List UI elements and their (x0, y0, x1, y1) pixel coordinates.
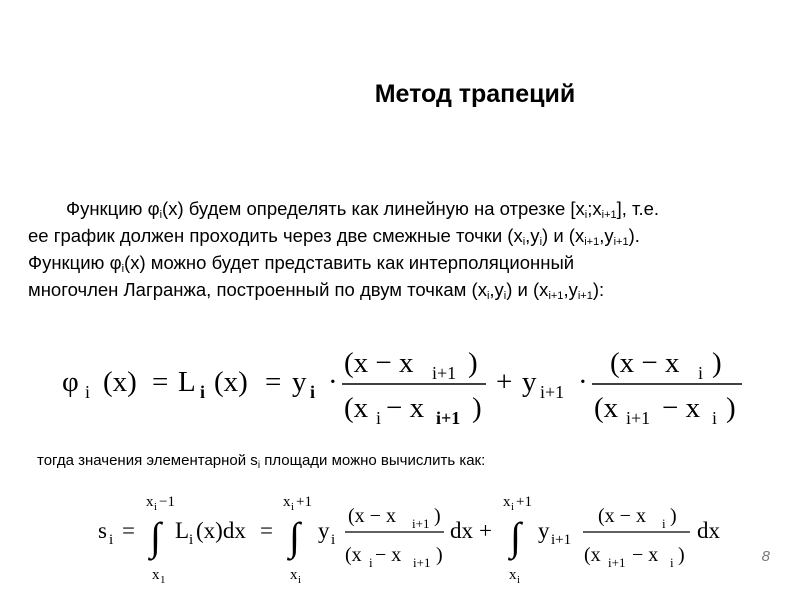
y-symbol-1-subscript: i (331, 532, 336, 548)
int-2-lower-sub: i (298, 574, 302, 586)
integral-sign-3: ∫ (510, 514, 521, 559)
int-fraction-1-den-sub-a: i (369, 555, 373, 570)
lagrange-formula (62, 347, 742, 428)
fraction-2-den-open: (x (594, 392, 619, 424)
y-term-1-subscript: i (310, 382, 316, 402)
y-symbol-1: y (318, 518, 330, 543)
int-fraction-1-den-open: (x (345, 544, 362, 566)
int-fraction-2-den-sub-b: i (670, 555, 674, 570)
fraction-2-den-minus: − x (662, 392, 701, 424)
y-symbol-2: y (538, 518, 550, 543)
int-fraction-2-num: (x − x (598, 505, 646, 527)
fraction-1-den-open: (x (344, 392, 369, 424)
fraction-2-den-close: ) (726, 392, 736, 424)
fraction-1-num-subscript: i+1 (432, 363, 457, 383)
y-symbol-2-subscript: i+1 (551, 532, 572, 548)
int-fraction-1-num: (x − x (348, 505, 396, 527)
fraction-1-numerator: (x − x (344, 347, 414, 379)
equals-sign-4: = (260, 518, 273, 543)
int-2-upper-rest: +1 (296, 494, 312, 510)
int-fraction-1-den-minus: − x (375, 544, 402, 566)
phi-subscript: i (85, 382, 91, 402)
paragraph-line-1: Функцию $\varphi_i(x)$ будем определять как линейную на отрезке $[x_i;x_{i+1}]$, т.е. (66, 198, 660, 221)
L-argument: (x)dx (196, 518, 246, 543)
fraction-1-num-close: ) (468, 347, 478, 379)
int-fraction-1-num-sub: i+1 (412, 516, 430, 531)
paragraph-line-3: Функцию $\varphi_i(x)$ можно будет представить как интерполяционный (28, 252, 575, 275)
fraction-2-numerator: (x − x (610, 347, 680, 379)
s-symbol: s (98, 518, 107, 543)
L-subscript: i (189, 532, 194, 548)
paragraph-line-4: многочлен Лагранжа, построенный по двум точкам $(x_i,y_i)$ и $(x_{i+1},y_{i+1})$: (28, 279, 605, 302)
y-term-2: y (522, 366, 537, 398)
fraction-2-den-sub-b: i (712, 408, 718, 428)
plus-sign-1: + (496, 366, 513, 398)
int-1-upper-sub: i (154, 501, 158, 513)
int-fraction-2-num-close: ) (670, 505, 677, 527)
lagrange-argument: (x) (214, 366, 248, 398)
int-3-upper-rest: +1 (516, 494, 532, 510)
integral-sign-2: ∫ (289, 514, 300, 559)
int-fraction-2-den-minus: − x (632, 544, 659, 566)
int-fraction-1-den-close: ) (436, 544, 443, 566)
int-2-lower: x (290, 567, 298, 583)
paragraph-line-2: ее график должен проходить через две смежные точки $(x_i,y_i)$ и $(x_{i+1},y_{i+1})$. (28, 225, 640, 248)
fraction-1-den-sub-a: i (376, 408, 382, 428)
int-fraction-2-den-sub-a: i+1 (608, 555, 626, 570)
int-fraction-2-den-open: (x (584, 544, 601, 566)
phi-argument: (x) (103, 366, 137, 398)
int-fraction-1-den-sub-b: i+1 (413, 555, 431, 570)
int-1-lower-sub: 1 (160, 574, 166, 586)
s-subscript: i (109, 532, 114, 548)
int-1-lower: x (152, 567, 160, 583)
int-3-upper: x (503, 494, 511, 510)
dx-2: dx (697, 518, 720, 543)
int-1-upper: x (146, 494, 154, 510)
fraction-1-den-close: ) (472, 392, 482, 424)
int-fraction-2-num-sub: i (662, 516, 666, 531)
int-2-upper: x (283, 494, 291, 510)
equals-sign-3: = (122, 518, 135, 543)
integral-sign-1: ∫ (150, 514, 161, 559)
int-3-upper-sub: i (511, 501, 515, 513)
int-3-lower-sub: i (517, 574, 521, 586)
dot-2: · (578, 366, 588, 398)
int-1-upper-rest: −1 (159, 494, 175, 510)
equals-sign-1: = (152, 366, 169, 398)
int-fraction-1-num-close: ) (434, 505, 441, 527)
y-term-2-subscript: i+1 (540, 382, 565, 402)
phi-symbol: φ (62, 366, 79, 398)
y-term-1: y (292, 366, 307, 398)
page-number: 8 (761, 548, 770, 565)
lagrange-subscript: i (200, 382, 206, 402)
int-fraction-2-den-close: ) (678, 544, 685, 566)
slide-title: Метод трапеций (374, 80, 576, 108)
fraction-2-num-close: ) (712, 347, 722, 379)
L-symbol: L (175, 518, 190, 543)
integral-caption: тогда значения элементарной $s_i$ площади можно вычислить как: (37, 452, 486, 471)
fraction-1-den-minus: − x (386, 392, 425, 424)
lagrange-L: L (178, 366, 196, 398)
fraction-1-den-sub-b: i+1 (436, 408, 461, 428)
plus-sign-2: + (479, 518, 492, 543)
int-3-lower: x (509, 567, 517, 583)
area-integral-formula (98, 494, 721, 586)
dx-1: dx (450, 518, 473, 543)
int-2-upper-sub: i (291, 501, 295, 513)
equals-sign-2: = (265, 366, 282, 398)
fraction-2-den-sub-a: i+1 (626, 408, 651, 428)
fraction-2-num-subscript: i (698, 363, 704, 383)
dot-1: · (328, 366, 338, 398)
